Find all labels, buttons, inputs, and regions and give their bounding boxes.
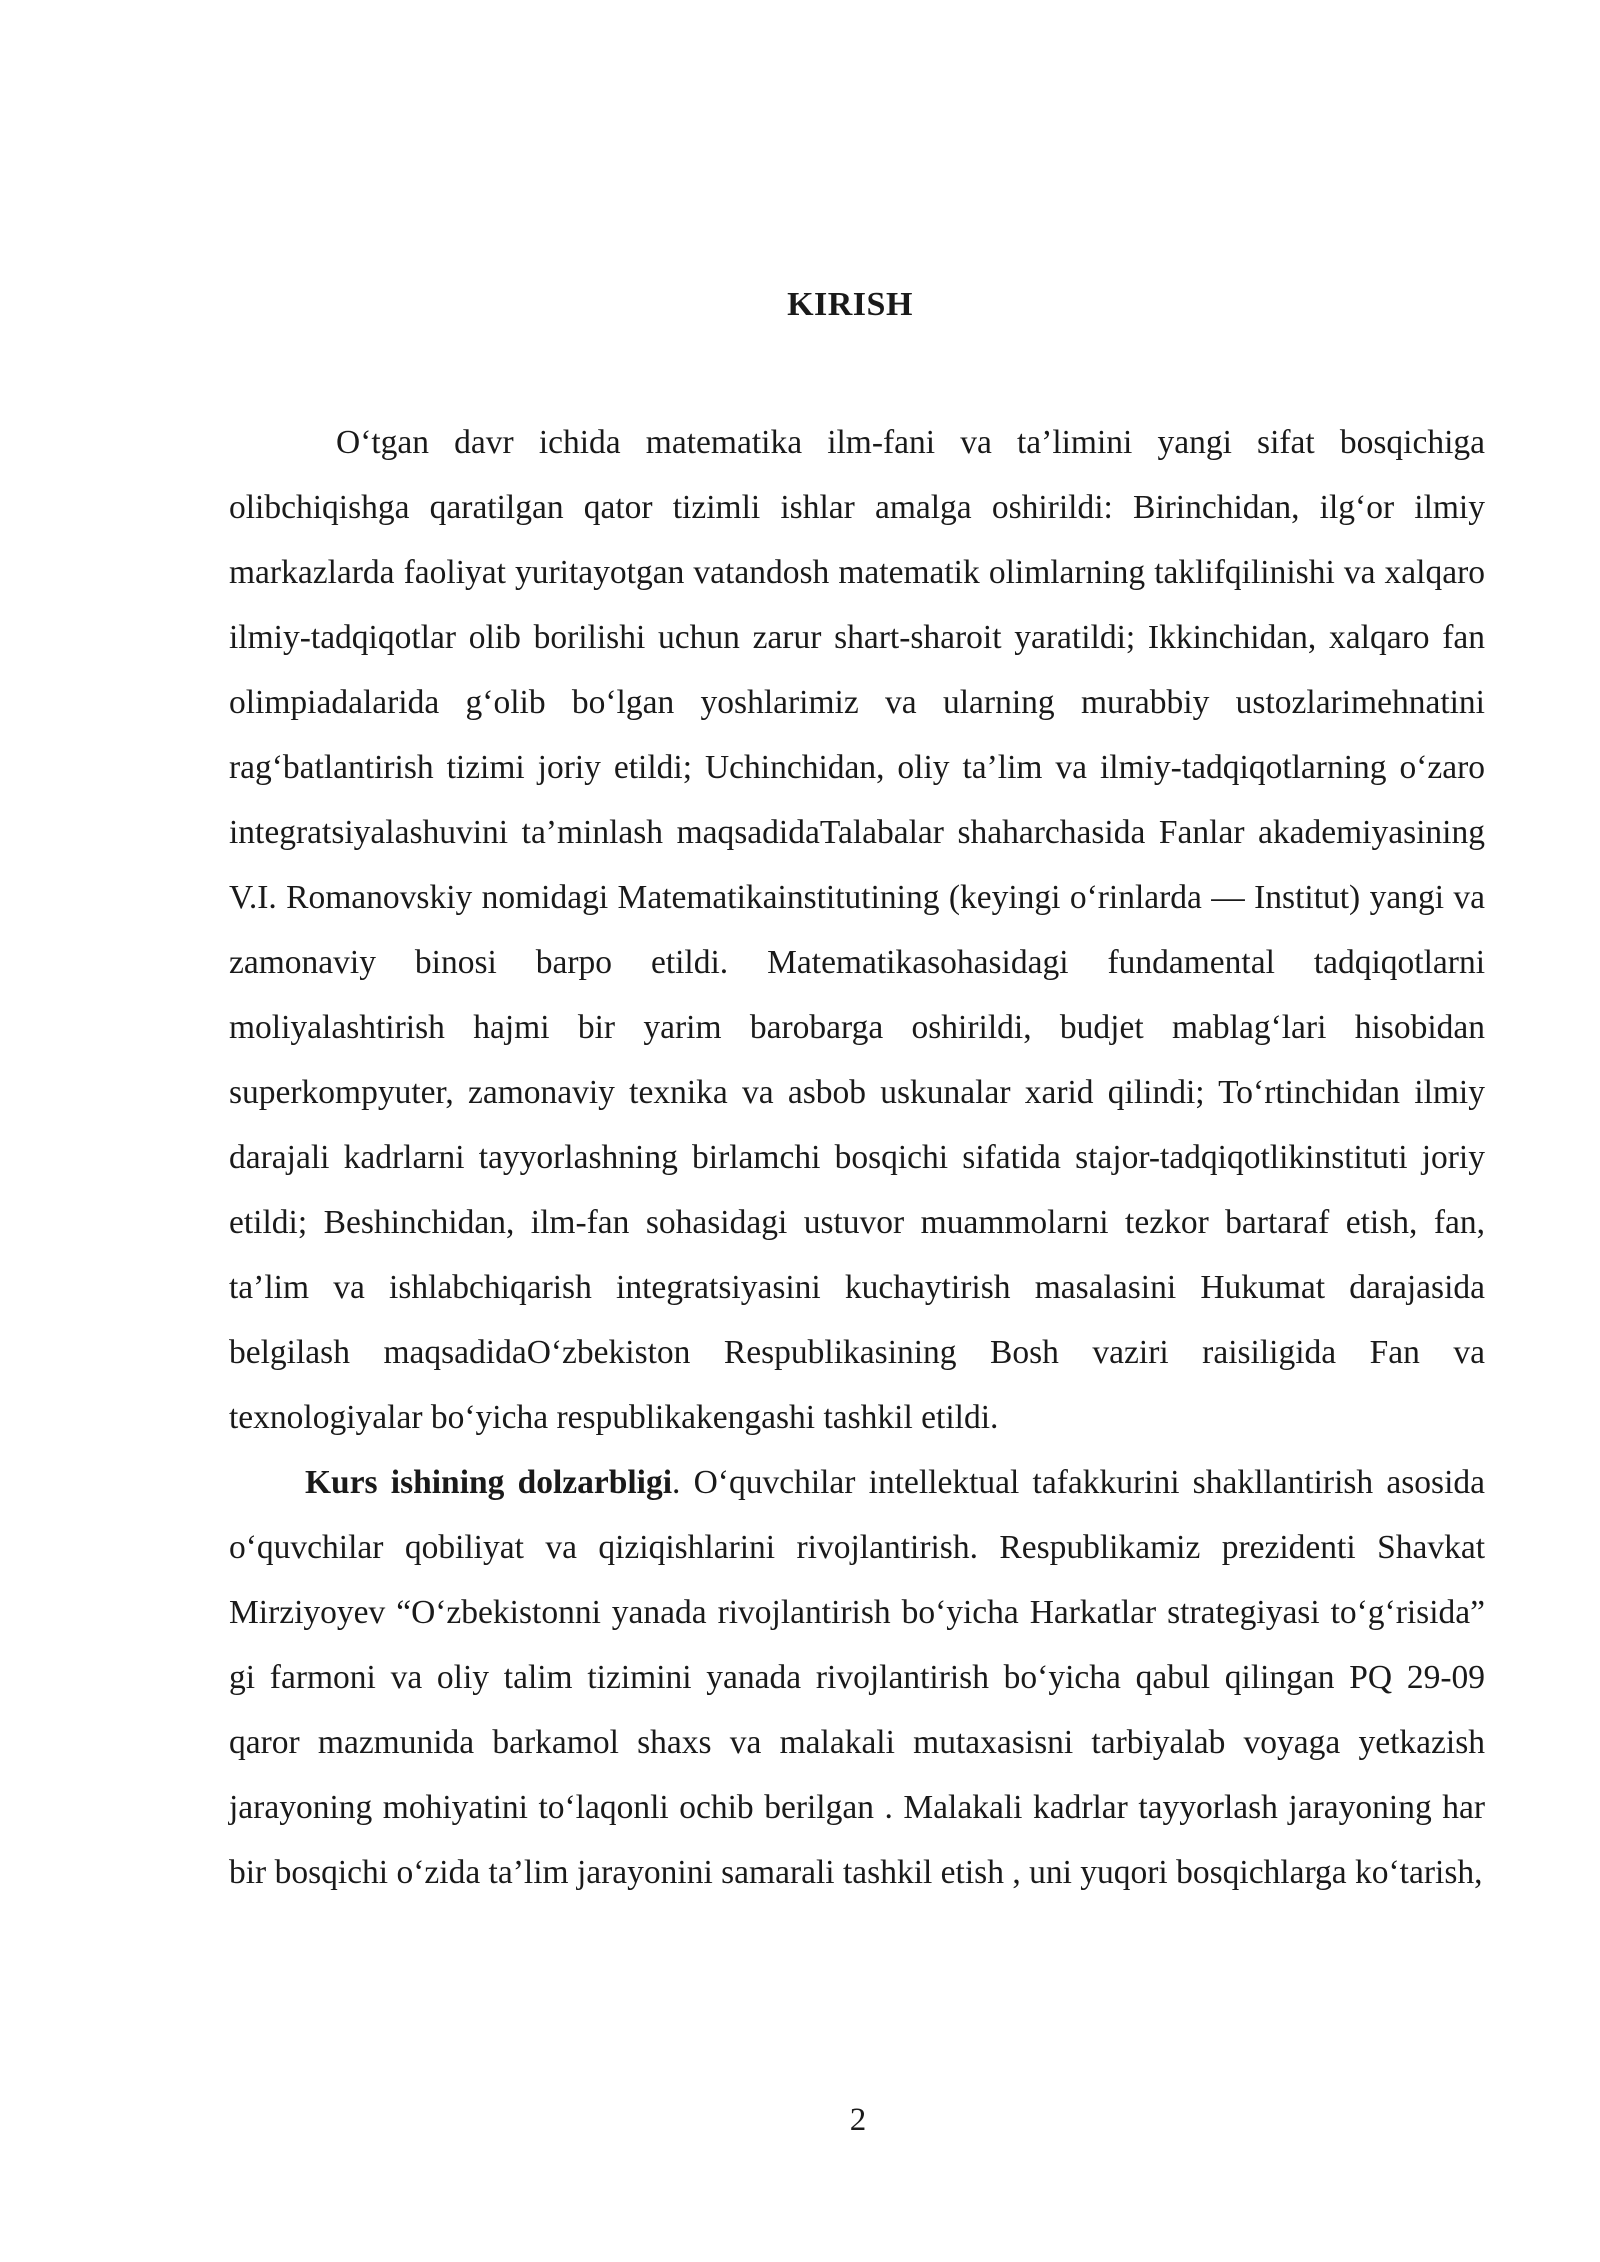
relevance-text: . O‘quvchilar intellektual tafakkurini shakllantirish asosida o‘quvchilar qobiliyat va qiziqishlarini rivojlantirish. Respublikamiz prezidenti Shavkat Mirziyoyev “O‘zbekistonni yanada rivojlantirish bo‘yicha Harkatlar strategiyasi to‘g‘risida” gi farmoni va oliy talim tizimini yanada rivojlantirish bo‘yicha qabul qilingan PQ 29-09 qaror mazmunida barkamol shaxs va malakali mutaxasisni tarbiyalab voyaga yetkazish jarayoning mohiyatini to‘laqonli ochib berilgan . Malakali kadrlar tayyorlash jarayoning har bir bosqichi o‘zida ta’lim jarayonini samarali tashkil etish , uni yuqori bosqichlarga ko‘tarish, bbox=[229, 1464, 1485, 1891]
body-text bbox=[229, 410, 1485, 1905]
relevance-heading: Kurs ishining dolzarbligi bbox=[305, 1464, 673, 1501]
page-title: KIRISH bbox=[787, 286, 913, 323]
paragraph-relevance bbox=[229, 1450, 1485, 1905]
paragraph-intro: O‘tgan davr ichida matematika ilm-fani va ta’limini yangi sifat bosqichiga olibchiqishga qaratilgan qator tizimli ishlar amalga oshirildi: Birinchidan, ilg‘or ilmiy markazlarda faoliyat yuritayotgan vatandosh matematik olimlarning taklifqilinishi va xalqaro ilmiy-tadqiqotlar olib borilishi uchun zarur shart-sharoit yaratildi; Ikkinchidan, xalqaro fan olimpiadalarida g‘olib bo‘lgan yoshlarimiz va ularning murabbiy ustozlarimehnatini rag‘batlantirish tizimi joriy etildi; Uchinchidan, oliy ta’lim va ilmiy-tadqiqotlarning o‘zaro integratsiyalashuvini ta’minlash maqsadidaTalabalar shaharchasida Fanlar akademiyasining V.I. Romanovskiy nomidagi Matematikainstitutining (keyingi o‘rinlarda — Institut) yangi va zamonaviy binosi barpo etildi. Matematikasohasidagi fundamental tadqiqotlarni moliyalashtirish hajmi bir yarim barobarga oshirildi, budjet mablag‘lari hisobidan superkompyuter, zamonaviy texnika va asbob uskunalar xarid qilindi; To‘rtinchidan ilmiy darajali kadrlarni tayyorlashning birlamchi bosqichi sifatida stajor-tadqiqotlikinstituti joriy etildi; Beshinchidan, ilm-fan sohasidagi ustuvor muammolarni tezkor bartaraf etish, fan, ta’lim va ishlabchiqarish integratsiyasini kuchaytirish masalasini Hukumat darajasida belgilash maqsadidaO‘zbekiston Respublikasining Bosh vaziri raisiligida Fan va texnologiyalar bo‘yicha respublikakengashi tashkil etildi. bbox=[229, 424, 1485, 1436]
page-number: 2 bbox=[849, 2102, 867, 2138]
